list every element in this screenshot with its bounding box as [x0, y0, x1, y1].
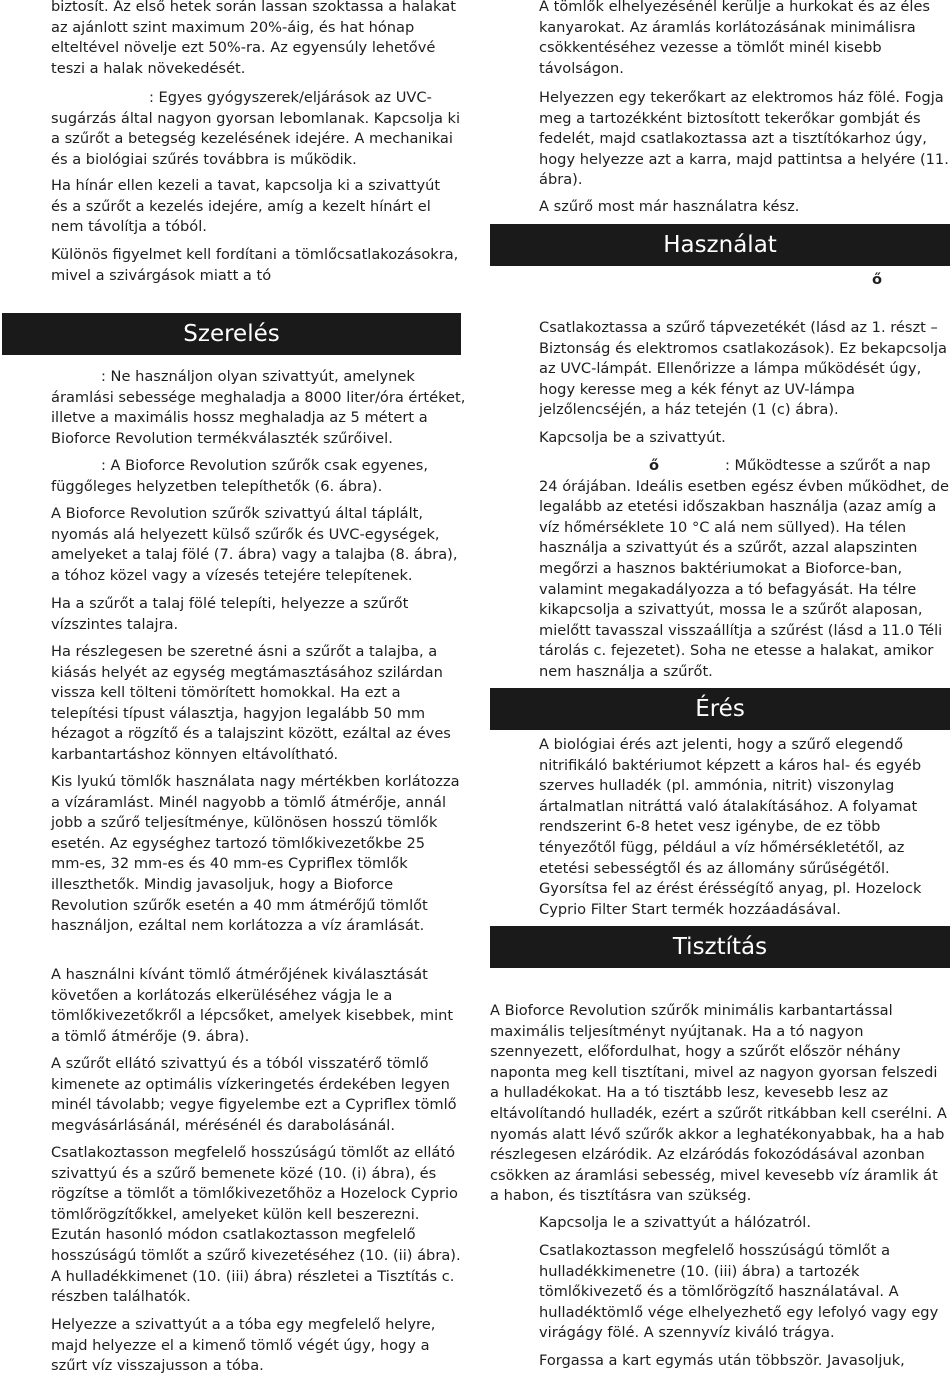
- section-heading-assembly: Szerelés: [2, 313, 461, 355]
- paragraph: Ha hínár ellen kezeli a tavat, kapcsolja ki a szivattyút és a szűrőt a kezelés idejére, amíg a kezelt hínárt el nem távolítja a tóból.: [51, 177, 441, 236]
- paragraph: A használni kívánt tömlő átmérőjének kiválasztását követően a korlátozás elkerüléséhez vágja le a tömlőkivezetőkről a lépcsőket, amelyek kisebbek, mint a tömlő átmérője (9. ábra).: [51, 966, 454, 1045]
- paragraph: Különös figyelmet kell fordítani a tömlőcsatlakozásokra, mivel a szivárgások miatt a tó: [51, 246, 459, 284]
- paragraph: biztosít. Az első hetek során lassan szoktassa a halakat az ajánlott szint maximum 20%-áig, és hat hónap elteltével növelje ezt 50%-ra. Az egyensúly lehetővé teszi a halak növekedését.: [51, 0, 456, 77]
- paragraph: Csatlakoztassa a szűrő tápvezetékét (lásd az 1. részt – Biztonság és elektromos csatlakozások). Ez bekapcsolja az UVC-lámpát. Ellenőrizze a lámpa működését úgy, hogy keresse meg a kék fényt az UV-lámpa jelzőlencséjén, a ház tetején (1 (c) ábra).: [539, 319, 947, 419]
- paragraph: A szűrőt ellátó szivattyú és a tóból visszatérő tömlő kimenete az optimális vízkeringetés érdekében legyen minél távolabb; vegye figyelembe ezt a Cypriflex tömlő megvásárlásánál, mérésénél és darabolásánál.: [51, 1055, 457, 1134]
- paragraph: Kapcsolja le a szivattyút a hálózatról.: [539, 1214, 811, 1231]
- paragraph: Ha részlegesen be szeretné ásni a szűrőt a talajba, a kiásás helyét az egység megtámasztásához szilárdan vissza kell tölteni tömörített homokkal. Ha ezt a telepítési típust választja, hagyjon legalább 50 mm hézagot a rögzítő és a talajszint között, ezáltal az éves karbantartáshoz könnyen eltávolítható.: [51, 643, 451, 763]
- paragraph: Helyezzen egy tekerőkart az elektromos ház fölé. Fogja meg a tartozékként biztosított tekerőkar gombját és fedelét, majd csatlakoztassa azt a tisztítókarhoz úgy, hogy helyezze azt a karra, majd pattintsa a helyére (11. ábra).: [539, 89, 949, 189]
- paragraph: A Bioforce Revolution szűrők minimális karbantartással maximális teljesítményt nyújtanak. Ha a tó nagyon szennyezett, előfordulhat, hogy a szűrőt először néhány naponta meg kell tisztítani, mivel az nagyon gyorsan felszedi a hulladékokat. Ha a tó tisztább lesz, kevesebb lesz az eltávolítandó hulladék, ezért a szűrőt ritkábban kell cserélni. A nyomás alatt lévő szűrők akkor a leghatékonyabbak, ha a hab részlegesen elzáródik. Az elzáródás fokozódásával azonban csökken az áramlási sebesség, mivel kevesebb víz áramlik át a habon, és tisztításra van szükség.: [490, 1002, 947, 1205]
- paragraph: Csatlakoztasson megfelelő hosszúságú tömlőt a hulladékkimenetre (10. (iii) ábra) a tartozék tömlőkivezető és a tömlőrögzítő használatával. A hulladéktömlő vége elhelyezhető egy lefolyó vagy egy virágágy fölé. A szennyvíz kiváló trágya.: [539, 1242, 939, 1342]
- paragraph: A Bioforce Revolution szűrők szivattyú által táplált, nyomás alá helyezett külső szűrők és UVC-egységek, amelyeket a talaj fölé (7. ábra) vagy a talajba (8. ábra), a tóhoz közel vagy a vízesés tetejére telepítenek.: [51, 505, 458, 584]
- paragraph: Kis lyukú tömlők használata nagy mértékben korlátozza a vízáramlást. Minél nagyobb a tömlő átmérője, annál jobb a szűrő teljesítménye, különösen hosszú tömlők esetén. Az egységhez tartozó tömlőkivezetőkbe 25 mm-es, 32 mm-es és 40 mm-es Cypriflex tömlők illeszthetők. Mindig javasoljuk, hogy a Bioforce Revolution szűrők esetén a 40 mm átmérőjű tömlőt használjon, ezáltal nem korlátozza a víz áramlását.: [51, 773, 460, 935]
- section-heading-usage: Használat: [490, 224, 950, 266]
- paragraph: Forgassa a kart egymás után többször. Javasoljuk,: [539, 1352, 905, 1369]
- section-heading-ripening: Érés: [490, 688, 950, 730]
- paragraph: Helyezze a szivattyút a a tóba egy megfelelő helyre, majd helyezze el a kimenő tömlő végét úgy, hogy a szűrt víz visszajusson a tóba.: [51, 1316, 436, 1375]
- paragraph: Csatlakoztasson megfelelő hosszúságú tömlőt az ellátó szivattyú és a szűrő bemenete közé (10. (i) ábra), és rögzítse a tömlőt a tömlőkivezetőhöz a Hozelock Cyprio tömlőrögzítőkkel, amelyeket külön kell beszerezni. Ezután hasonló módon csatlakoztasson megfelelő hosszúságú tömlőt a szűrő kivezetéséhez (10. (ii) ábra). A hulladékkimenet (10. (iii) ábra) részletei a Tisztítás c. részben találhatók.: [51, 1144, 461, 1306]
- paragraph: : Működtesse a szűrőt a nap 24 órájában. Ideális esetben egész évben működhet, de legalább az etetési időszakban használja (azaz amíg a víz hőmérséklete 10 °C alá nem süllyed). Ha télen használja a szivattyút és a szűrőt, azzal alapszinten megőrzi a hasznos baktériumokat a Bioforce-ban, valamint megakadályozza a tó befagyását. Ha télre kikapcsolja a szivattyút, mossa le a szűrőt alaposan, mielőtt tavasszal visszaállítja a szűrést (lásd a 11.0 Téli tárolás c. fejezetet). Soha ne etesse a halakat, amikor nem használja a szűrőt.: [539, 457, 949, 680]
- paragraph: A szűrő most már használatra kész.: [539, 198, 800, 215]
- paragraph: : Ne használjon olyan szivattyút, amelynek áramlási sebessége meghaladja a 8000 liter/óra értéket, illetve a maximális hossz meghaladja az 5 métert a Bioforce Revolution termékválaszték szűrőivel.: [51, 368, 466, 447]
- paragraph: Kapcsolja be a szivattyút.: [539, 429, 726, 446]
- section-heading-cleaning: Tisztítás: [490, 926, 950, 968]
- paragraph: : Egyes gyógyszerek/eljárások az UVC-sugárzás által nagyon gyorsan lebomlanak. Kapcsolja ki a szűrőt a betegség kezelésének idejére. A mechanikai és a biológiai szűrés továbbra is működik.: [51, 89, 461, 168]
- stray-mark: ő: [649, 457, 660, 474]
- paragraph: : A Bioforce Revolution szűrők csak egyenes, függőleges helyzetben telepíthetők (6. ábra).: [51, 457, 429, 495]
- paragraph: A tömlők elhelyezésénél kerülje a hurkokat és az éles kanyarokat. Az áramlás korlátozásának minimálisra csökkentéséhez vezesse a tömlőt minél kisebb távolságon.: [539, 0, 931, 77]
- paragraph: A biológiai érés azt jelenti, hogy a szűrő elegendő nitrifikáló baktériumot képzett a káros hal- és egyéb szerves hulladék (pl. ammónia, nitrit) viszonylag ártalmatlan nitráttá való átalakításához. A folyamat rendszerint 6-8 hetet vesz igénybe, de ez több tényezőtől függ, például a víz hőmérsékletétől, az etetési sebességtől és az állomány sűrűségétől. Gyorsítsa fel az érést érésségítő anyag, pl. Hozelock Cyprio Filter Start termék hozzáadásával.: [539, 736, 922, 918]
- paragraph: Ha a szűrőt a talaj fölé telepíti, helyezze a szűrőt vízszintes talajra.: [51, 595, 409, 633]
- stray-mark: ő: [872, 271, 883, 288]
